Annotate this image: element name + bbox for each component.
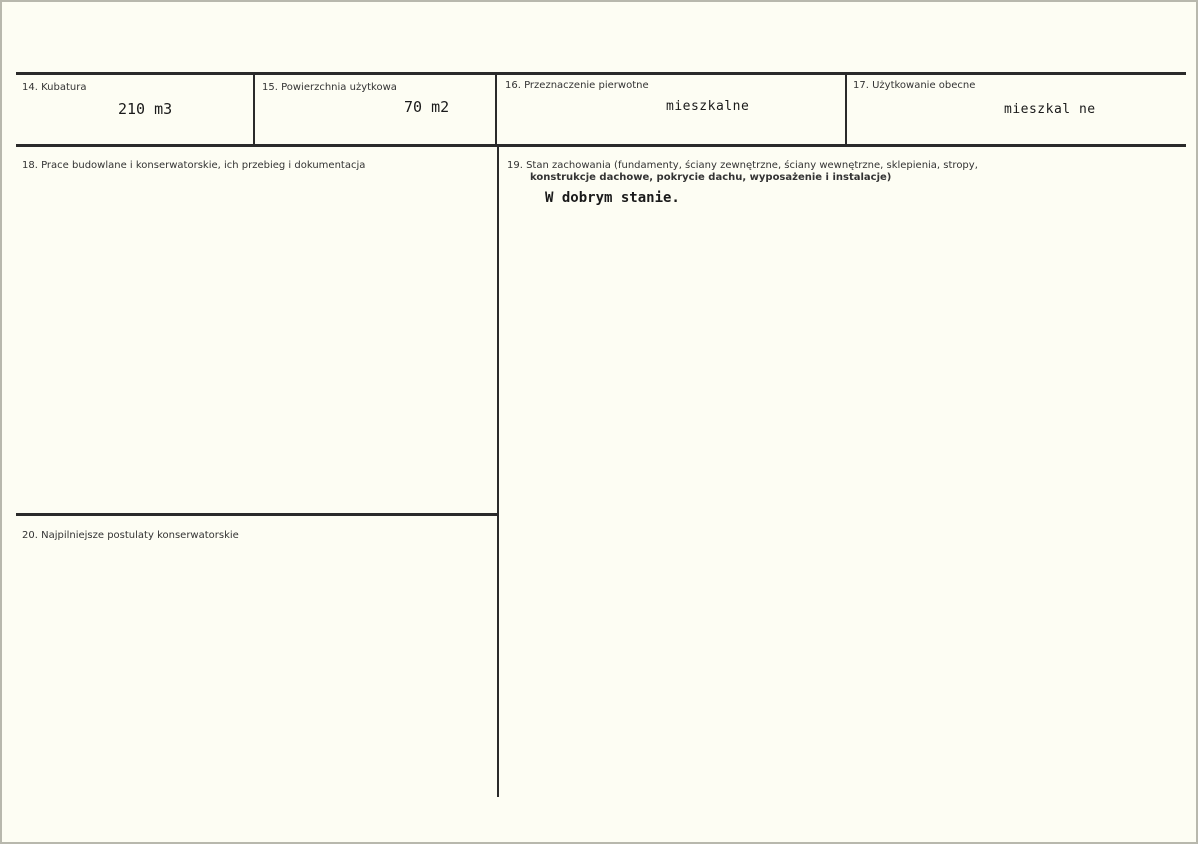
- divider-15-16: [495, 72, 497, 147]
- uzytkowanie-label: 17. Użytkowanie obecne: [853, 80, 976, 91]
- divider-14-15: [253, 72, 255, 147]
- divider-16-17: [845, 72, 847, 147]
- powierzchnia-value: 70 m2: [404, 98, 450, 116]
- kubatura-label: 14. Kubatura: [22, 82, 87, 93]
- postulaty-label: 20. Najpilniejsze postulaty konserwatorskie: [22, 530, 239, 541]
- row1-bottom-rule: [16, 144, 1186, 147]
- stan-zachowania-value: W dobrym stanie.: [545, 190, 680, 206]
- przeznaczenie-value: mieszkalne: [666, 99, 750, 114]
- powierzchnia-label: 15. Powierzchnia użytkowa: [262, 82, 397, 93]
- prace-budowlane-label: 18. Prace budowlane i konserwatorskie, ich przebieg i dokumentacja: [22, 160, 366, 171]
- divider-main: [497, 147, 499, 797]
- stan-zachowania-label-line2: konstrukcje dachowe, pokrycie dachu, wyposażenie i instalacje): [530, 172, 892, 183]
- kubatura-value: 210 m3: [118, 100, 173, 118]
- uzytkowanie-value: mieszkal ne: [1004, 102, 1096, 117]
- przeznaczenie-label: 16. Przeznaczenie pierwotne: [505, 80, 649, 91]
- stan-zachowania-label-line1: 19. Stan zachowania (fundamenty, ściany zewnętrzne, ściany wewnętrzne, sklepienia, stropy,: [507, 160, 978, 171]
- top-rule: [16, 72, 1186, 75]
- section-18-20-rule: [16, 513, 498, 516]
